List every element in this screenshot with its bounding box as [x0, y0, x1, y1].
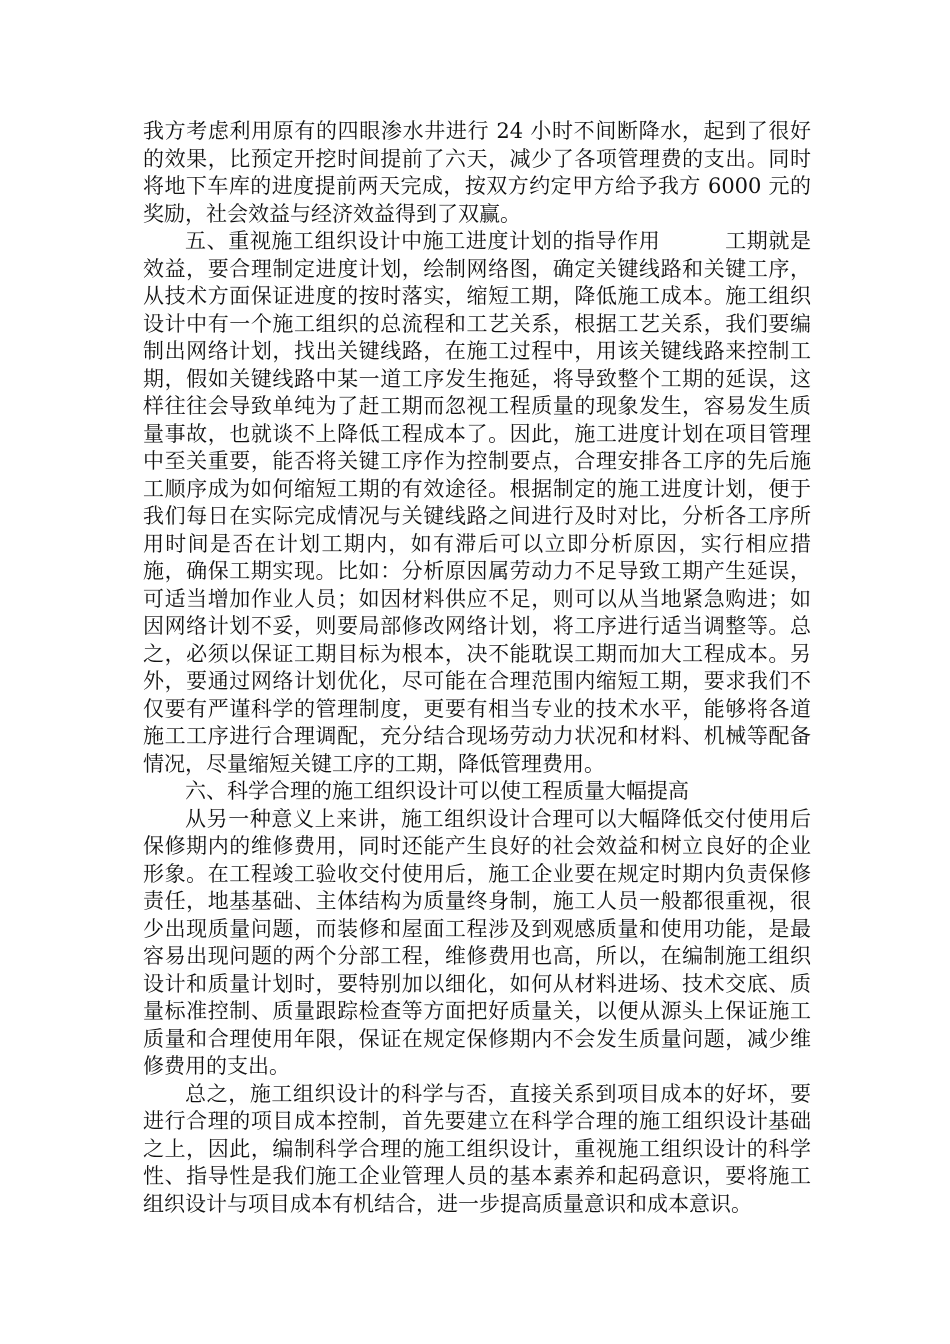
paragraph-section-five: 五、重视施工组织设计中施工进度计划的指导作用 工期就是效益，要合理制定进度计划，绘制网络图，确定关键线路和关键工序，从技术方面保证进度的按时落实，缩短工期，降低施工成本。施工组织设计中有一个施工组织的总流程和工艺关系，根据工艺关系，我们要编制出网络计划，找出关键线路，在施工过程中，用该关键线路来控制工期，假如关键线路中某一道工序发生拖延，将导致整个工期的延误，这样往往会导致单纯为了赶工期而忽视工程质量的现象发生，容易发生质量事故，也就谈不上降低工程成本了。因此，施工进度计划在项目管理中至关重要，能否将关键工序作为控制要点，合理安排各工序的先后施工顺序成为如何缩短工期的有效途径。根据制定的施工进度计划，便于我们每日在实际完成情况与关键线路之间进行及时对比，分析各工序所用时间是否在计划工期内，如有滞后可以立即分析原因，实行相应措施，确保工期实现。比如：分析原因属劳动力不足导致工期产生延误，可适当增加作业人员；如因材料供应不足，则可以从当地紧急购进；如因网络计划不妥，则要局部修改网络计划，将工序进行适当调整等。总之，必须以保证工期目标为根本，决不能耽误工期而加大工程成本。另外，要通过网络计划优化，尽可能在合理范围内缩短工期，要求我们不仅要有严谨科学的管理制度，更要有相当专业的技术水平，能够将各道施工工序进行合理调配，充分结合现场劳动力状况和材料、机械等配备情况，尽量缩短关键工序的工期，降低管理费用。 [143, 229, 811, 776]
body-text [143, 118, 811, 1218]
paragraph-continuation: 我方考虑利用原有的四眼渗水井进行 24 小时不间断降水，起到了很好的效果，比预定开挖时间提前了六天，减少了各项管理费的支出。同时将地下车库的进度提前两天完成，按双方约定甲方给予我方 6000 元的奖励，社会效益与经济效益得到了双赢。 [143, 119, 811, 226]
section-six-heading: 六、科学合理的施工组织设计可以使工程质量大幅提高 [185, 779, 689, 803]
paragraph-section-six: 从另一种意义上来讲，施工组织设计合理可以大幅降低交付使用后保修期内的维修费用，同时还能产生良好的社会效益和树立良好的企业形象。在工程竣工验收交付使用后，施工企业要在规定时期内负责保修责任，地基基础、主体结构为质量终身制，施工人员一般都很重视，很少出现质量问题，而装修和屋面工程涉及到观感质量和使用功能，是最容易出现问题的两个分部工程，维修费用也高，所以，在编制施工组织设计和质量计划时，要特别加以细化，如何从材料进场、技术交底、质量标准控制、质量跟踪检查等方面把好质量关，以便从源头上保证施工质量和合理使用年限，保证在规定保修期内不会发生质量问题，减少维修费用的支出。 [143, 806, 811, 1078]
paragraph-conclusion: 总之，施工组织设计的科学与否，直接关系到项目成本的好坏，要进行合理的项目成本控制，首先要建立在科学合理的施工组织设计基础之上，因此，编制科学合理的施工组织设计，重视施工组织设计的科学性、指导性是我们施工企业管理人员的基本素养和起码意识，要将施工组织设计与项目成本有机结合，进一步提高质量意识和成本意识。 [143, 1081, 811, 1216]
